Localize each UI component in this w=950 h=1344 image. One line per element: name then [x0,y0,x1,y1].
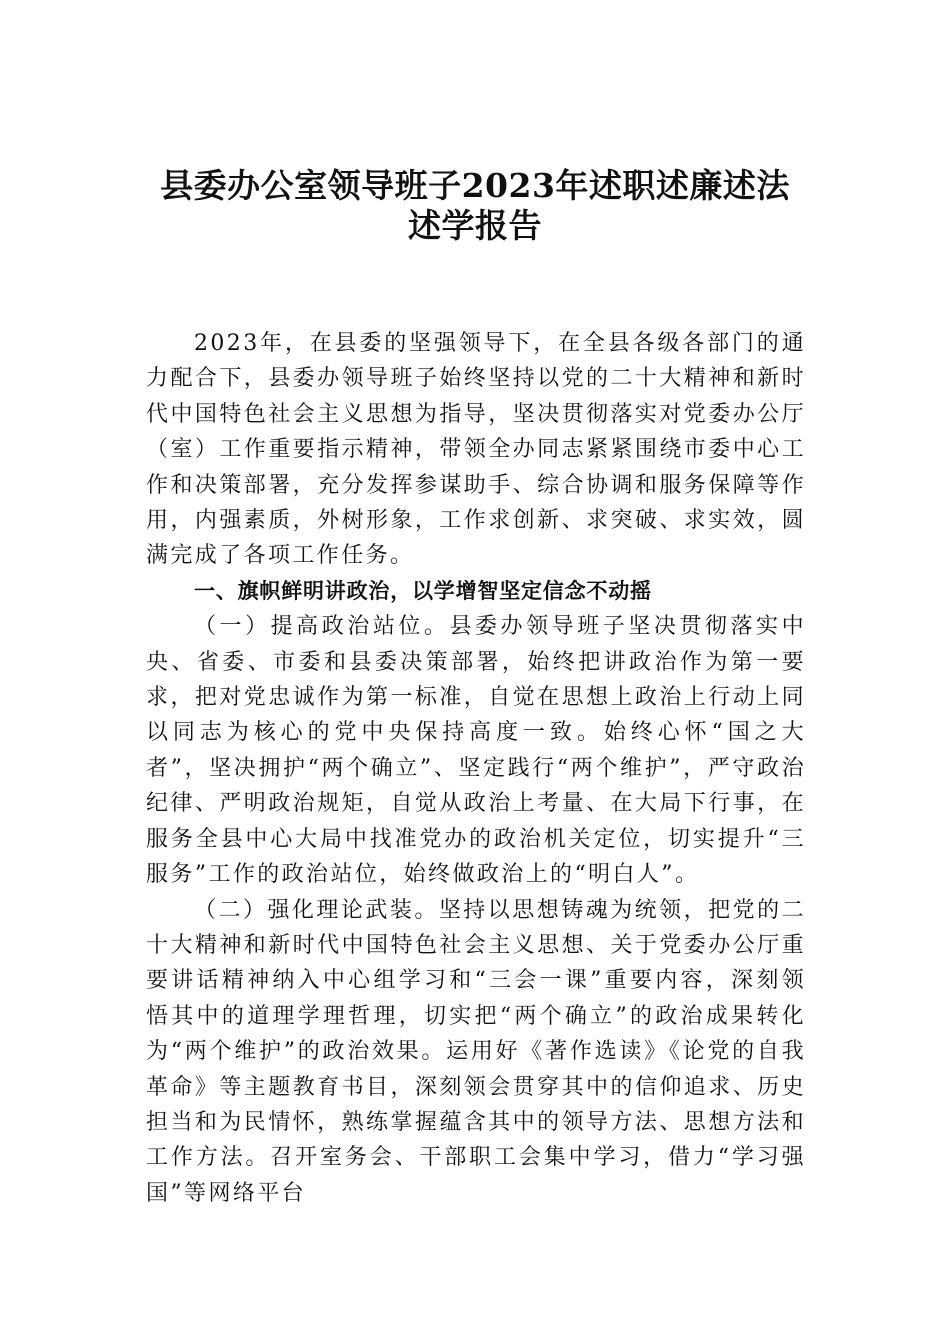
paragraph-1-text: 县委办领导班子坚决贯彻落实中央、省委、市委和县委决策部署，始终把讲政治作为第一要求，把对党忠诚作为第一标准，自觉在思想上政治上行动上同以同志为核心的党中央保持高度一致。始终心怀“国之大者”，坚决拥护“两个确立”、坚定践行“两个维护”，严守政治纪律、严明政治规矩，自觉从政治上考量、在大局下行事，在服务全县中心大局中找准党办的政治机关定位，切实提升“三服务”工作的政治站位，始终做政治上的“明白人”。 [146,614,806,888]
document-title-line2: 述学报告 [408,206,542,245]
paragraph-2 [146,893,806,1212]
document-body [146,326,806,1211]
paragraph-1-lead: （一）提高政治站位。 [194,614,450,640]
section-heading: 一、旗帜鲜明讲政治，以学增智坚定信念不动摇 [194,578,652,603]
paragraph-2-text: 坚持以思想铸魂为统领，把党的二十大精神和新时代中国特色社会主义思想、关于党委办公厅重要讲话精神纳入中心组学习和“三会一课”重要内容，深刻领悟其中的道理学理哲理，切实把“两个确立”的政治成果转化为“两个维护”的政治效果。运用好《著作选读》《论党的自我革命》等主题教育书目，深刻领会贯穿其中的信仰追求、历史担当和为民情怀，熟练掌握蕴含其中的领导方法、思想方法和工作方法。召开室务会、干部职工会集中学习，借力“学习强国”等网络平台 [146,897,806,1206]
paragraph-2-lead: （二）强化理论武装。 [194,897,439,923]
paragraph-1 [146,609,806,892]
document-title-line1: 县委办公室领导班子2023年述职述廉述法 [160,166,790,205]
intro-paragraph: 2023年，在县委的坚强领导下，在全县各级各部门的通力配合下，县委办领导班子始终坚持以党的二十大精神和新时代中国特色社会主义思想为指导，坚决贯彻落实对党委办公厅（室）工作重要指示精神，带领全办同志紧紧围绕市委中心工作和决策部署，充分发挥参谋助手、综合协调和服务保障等作用，内强素质，外树形象，工作求创新、求突破、求实效，圆满完成了各项工作任务。 [146,331,806,569]
